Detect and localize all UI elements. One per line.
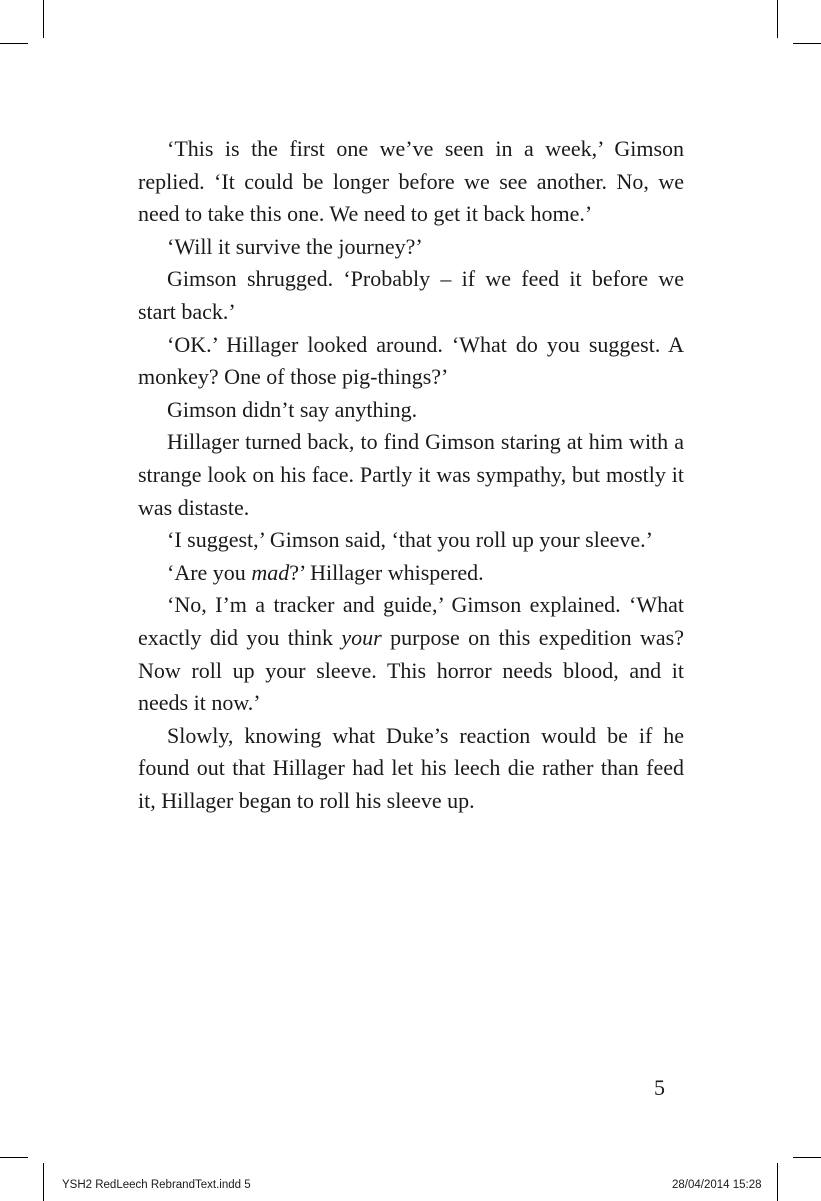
crop-mark-bottom-right: [777, 1163, 778, 1201]
crop-mark-bottom-left: [43, 1163, 44, 1201]
text-run: Gimson shrugged. ‘Probably – if we feed it before we start back.’: [138, 266, 684, 324]
paragraph: [138, 263, 684, 328]
paragraph: [138, 524, 684, 557]
text-run: ?’ Hillager whispered.: [289, 559, 484, 585]
text-run: ‘This is the first one we’ve seen in a week,’ Gimson replied. ‘It could be longer before we see another. No, we need to take this one. We need to get it back home.’: [138, 136, 684, 227]
paragraph: [138, 329, 684, 394]
paragraph: [138, 394, 684, 427]
italic-text: mad: [251, 559, 290, 585]
crop-mark-bottom-left-horizontal: [0, 1157, 28, 1158]
page-number: 5: [654, 1075, 665, 1100]
slug-date-time: 28/04/2014 15:28: [672, 1179, 762, 1191]
text-run: ‘Will it survive the journey?’: [167, 233, 423, 259]
paragraph: [138, 133, 684, 231]
paragraph: [138, 231, 684, 264]
italic-text: your: [341, 624, 382, 650]
crop-mark-top-left: [43, 0, 44, 38]
text-run: Gimson didn’t say anything.: [167, 396, 418, 422]
paragraph: [138, 557, 684, 590]
crop-mark-top-right-horizontal: [793, 43, 821, 44]
text-run: ‘OK.’ Hillager looked around. ‘What do you suggest. A monkey? One of those pig-things?’: [138, 331, 684, 390]
text-run: purpose on this expedition was? Now roll up your sleeve. This horror needs blood, and it needs it now.’: [138, 624, 684, 716]
paragraph: [138, 720, 684, 818]
paragraph: [138, 589, 684, 719]
crop-mark-top-right: [777, 0, 778, 38]
text-run: ‘No, I’m a tracker and guide,’ Gimson explained. ‘What exactly did you think: [138, 592, 684, 650]
paragraph: [138, 426, 684, 524]
text-run: ‘Are you: [167, 559, 252, 585]
crop-mark-top-left-horizontal: [0, 43, 28, 44]
crop-mark-bottom-right-horizontal: [793, 1157, 821, 1158]
text-run: Hillager turned back, to find Gimson staring at him with a strange look on his face. Partly it was sympathy, but mostly it was distaste.: [138, 429, 684, 520]
slug-file-name: YSH2 RedLeech RebrandText.indd 5: [62, 1179, 251, 1191]
text-run: ‘I suggest,’ Gimson said, ‘that you roll up your sleeve.’: [167, 527, 653, 553]
text-run: Slowly, knowing what Duke’s reaction would be if he found out that Hillager had let his leech die rather than feed it, Hillager began to roll his sleeve up.: [138, 722, 684, 813]
book-text-block: [138, 133, 684, 817]
